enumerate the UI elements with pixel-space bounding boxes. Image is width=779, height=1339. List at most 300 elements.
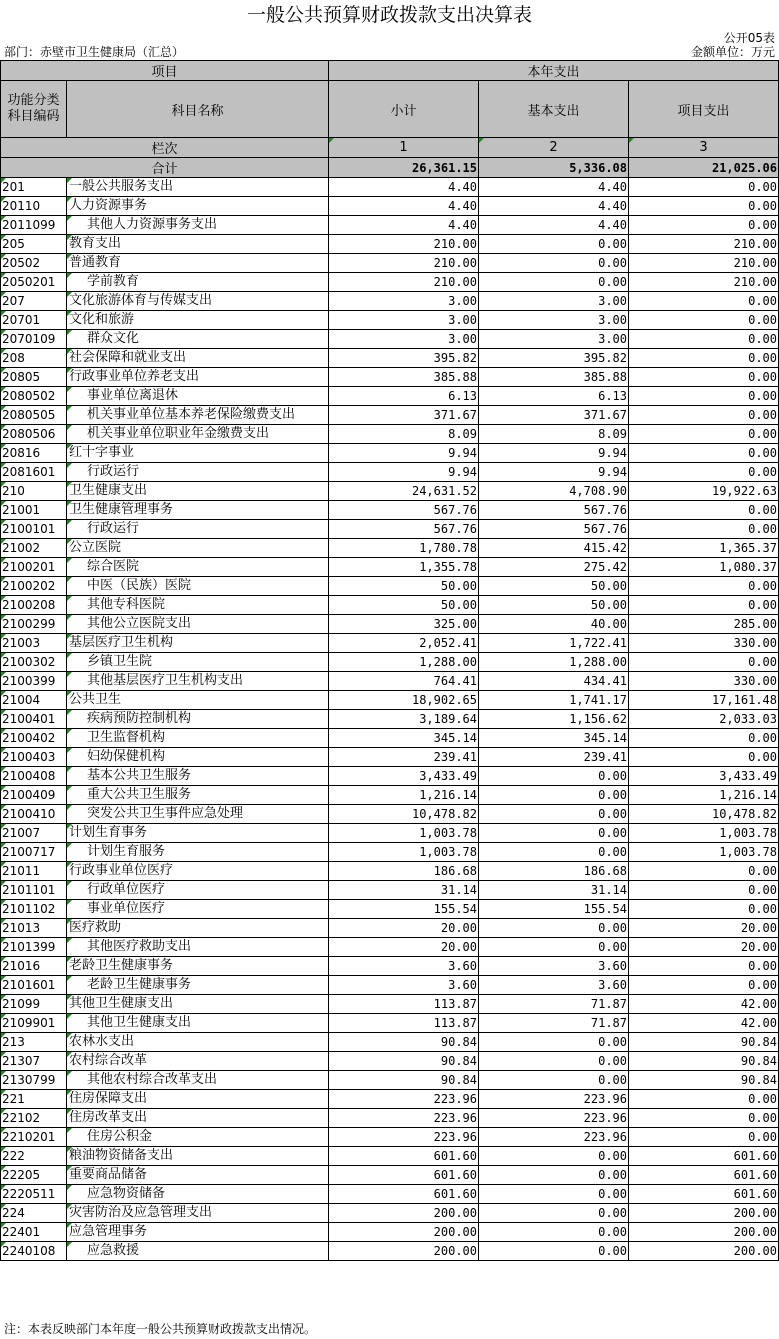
table-row: [1, 577, 779, 596]
row-code: 21002: [1, 539, 67, 558]
header-project: 项目支出: [629, 81, 779, 138]
row-basic: 4.40: [479, 216, 629, 235]
row-basic: 9.94: [479, 444, 629, 463]
row-name: 老龄卫生健康事务: [67, 957, 329, 976]
row-project: 210.00: [629, 235, 779, 254]
row-subtotal: 1,780.78: [329, 539, 479, 558]
row-code: 21013: [1, 919, 67, 938]
row-subtotal: 3,189.64: [329, 710, 479, 729]
row-project: 0.00: [629, 957, 779, 976]
row-code: 210: [1, 482, 67, 501]
row-code: 2080506: [1, 425, 67, 444]
table-row: [1, 843, 779, 862]
header-col1: 1: [329, 138, 479, 158]
table-row: [1, 957, 779, 976]
row-project: 1,365.37: [629, 539, 779, 558]
row-code: 2100402: [1, 729, 67, 748]
row-name: 文化和旅游: [67, 311, 329, 330]
row-basic: 0.00: [479, 235, 629, 254]
row-name: 灾害防治及应急管理支出: [67, 1204, 329, 1223]
row-project: 0.00: [629, 520, 779, 539]
table-row: [1, 1033, 779, 1052]
department-label: 部门：赤壁市卫生健康局（汇总）: [4, 45, 185, 59]
row-project: 0.00: [629, 368, 779, 387]
row-basic: 0.00: [479, 1204, 629, 1223]
row-name: 红十字事业: [67, 444, 329, 463]
row-code: 20816: [1, 444, 67, 463]
row-code: 2101102: [1, 900, 67, 919]
row-subtotal: 20.00: [329, 919, 479, 938]
row-code: 205: [1, 235, 67, 254]
row-project: 0.00: [629, 330, 779, 349]
row-subtotal: 325.00: [329, 615, 479, 634]
table-row: [1, 482, 779, 501]
row-name: 老龄卫生健康事务: [67, 976, 329, 995]
table-row: [1, 254, 779, 273]
row-basic: 50.00: [479, 596, 629, 615]
row-name: 公立医院: [67, 539, 329, 558]
row-basic: 567.76: [479, 520, 629, 539]
row-basic: 40.00: [479, 615, 629, 634]
table-row: [1, 1109, 779, 1128]
row-subtotal: 395.82: [329, 349, 479, 368]
row-code: 2100403: [1, 748, 67, 767]
row-code: 2100717: [1, 843, 67, 862]
table-row: [1, 767, 779, 786]
row-subtotal: 1,288.00: [329, 653, 479, 672]
total-project: 21,025.06: [629, 158, 779, 178]
row-basic: 371.67: [479, 406, 629, 425]
row-name: 其他卫生健康支出: [67, 1014, 329, 1033]
row-name: 文化旅游体育与传媒支出: [67, 292, 329, 311]
row-code: 2100399: [1, 672, 67, 691]
row-project: 0.00: [629, 463, 779, 482]
row-name: 其他人力资源事务支出: [67, 216, 329, 235]
row-subtotal: 4.40: [329, 178, 479, 197]
row-code: 2100410: [1, 805, 67, 824]
row-project: 0.00: [629, 292, 779, 311]
row-basic: 385.88: [479, 368, 629, 387]
row-project: 20.00: [629, 938, 779, 957]
row-basic: 0.00: [479, 843, 629, 862]
header-item: 项目: [1, 61, 329, 81]
row-project: 0.00: [629, 406, 779, 425]
row-subtotal: 4.40: [329, 197, 479, 216]
row-project: 601.60: [629, 1147, 779, 1166]
row-name: 人力资源事务: [67, 197, 329, 216]
row-subtotal: 385.88: [329, 368, 479, 387]
row-code: 2100202: [1, 577, 67, 596]
row-project: 0.00: [629, 976, 779, 995]
row-name: 粮油物资储备支出: [67, 1147, 329, 1166]
row-project: 0.00: [629, 577, 779, 596]
row-subtotal: 90.84: [329, 1071, 479, 1090]
row-project: 601.60: [629, 1166, 779, 1185]
row-subtotal: 3,433.49: [329, 767, 479, 786]
row-subtotal: 8.09: [329, 425, 479, 444]
row-subtotal: 601.60: [329, 1147, 479, 1166]
row-subtotal: 210.00: [329, 254, 479, 273]
table-row: [1, 444, 779, 463]
row-subtotal: 223.96: [329, 1128, 479, 1147]
table-row: [1, 539, 779, 558]
header-basic: 基本支出: [479, 81, 629, 138]
row-code: 2100101: [1, 520, 67, 539]
row-basic: 0.00: [479, 824, 629, 843]
row-project: 0.00: [629, 216, 779, 235]
header-subject-name: 科目名称: [67, 81, 329, 138]
row-project: 330.00: [629, 672, 779, 691]
row-basic: 31.14: [479, 881, 629, 900]
row-subtotal: 3.00: [329, 330, 479, 349]
row-basic: 71.87: [479, 995, 629, 1014]
table-row: [1, 292, 779, 311]
table-row: [1, 672, 779, 691]
row-project: 10,478.82: [629, 805, 779, 824]
row-code: 21307: [1, 1052, 67, 1071]
table-row: [1, 634, 779, 653]
row-code: 20110: [1, 197, 67, 216]
table-row: [1, 729, 779, 748]
row-name: 医疗救助: [67, 919, 329, 938]
table-row: [1, 387, 779, 406]
row-code: 2080502: [1, 387, 67, 406]
row-subtotal: 1,003.78: [329, 843, 479, 862]
row-code: 2101601: [1, 976, 67, 995]
row-name: 乡镇卫生院: [67, 653, 329, 672]
row-name: 综合医院: [67, 558, 329, 577]
header-subtotal: 小计: [329, 81, 479, 138]
row-basic: 3.60: [479, 957, 629, 976]
table-row: [1, 976, 779, 995]
row-project: 19,922.63: [629, 482, 779, 501]
row-code: 21099: [1, 995, 67, 1014]
row-name: 重大公共卫生服务: [67, 786, 329, 805]
row-project: 20.00: [629, 919, 779, 938]
row-subtotal: 200.00: [329, 1204, 479, 1223]
table-row: [1, 1185, 779, 1204]
row-name: 社会保障和就业支出: [67, 349, 329, 368]
row-subtotal: 601.60: [329, 1166, 479, 1185]
row-code: 2109901: [1, 1014, 67, 1033]
table-row: [1, 1166, 779, 1185]
row-name: 机关事业单位基本养老保险缴费支出: [67, 406, 329, 425]
form-code: 公开05表: [723, 31, 775, 45]
row-basic: 1,722.41: [479, 634, 629, 653]
row-name: 其他卫生健康支出: [67, 995, 329, 1014]
row-project: 330.00: [629, 634, 779, 653]
row-code: 2080505: [1, 406, 67, 425]
row-subtotal: 764.41: [329, 672, 479, 691]
table-row: [1, 691, 779, 710]
row-subtotal: 1,355.78: [329, 558, 479, 577]
row-project: 210.00: [629, 254, 779, 273]
row-name: 其他农村综合改革支出: [67, 1071, 329, 1090]
row-project: 0.00: [629, 1128, 779, 1147]
total-basic: 5,336.08: [479, 158, 629, 178]
row-project: 0.00: [629, 501, 779, 520]
row-basic: 6.13: [479, 387, 629, 406]
row-name: 计划生育服务: [67, 843, 329, 862]
row-subtotal: 4.40: [329, 216, 479, 235]
header-col3: 3: [629, 138, 779, 158]
row-code: 2100401: [1, 710, 67, 729]
expenditure-table: [0, 60, 779, 1261]
row-basic: 0.00: [479, 1185, 629, 1204]
row-basic: 50.00: [479, 577, 629, 596]
row-basic: 4.40: [479, 178, 629, 197]
row-code: 21001: [1, 501, 67, 520]
row-code: 22205: [1, 1166, 67, 1185]
row-basic: 567.76: [479, 501, 629, 520]
row-project: 90.84: [629, 1052, 779, 1071]
row-basic: 0.00: [479, 805, 629, 824]
row-project: 1,080.37: [629, 558, 779, 577]
row-project: 1,003.78: [629, 824, 779, 843]
row-basic: 0.00: [479, 938, 629, 957]
row-basic: 0.00: [479, 1223, 629, 1242]
header-current-year: 本年支出: [329, 61, 779, 81]
row-subtotal: 90.84: [329, 1052, 479, 1071]
table-row: [1, 178, 779, 197]
row-code: 201: [1, 178, 67, 197]
row-basic: 8.09: [479, 425, 629, 444]
row-name: 行政运行: [67, 520, 329, 539]
row-name: 事业单位离退休: [67, 387, 329, 406]
row-name: 突发公共卫生事件应急处理: [67, 805, 329, 824]
row-subtotal: 200.00: [329, 1242, 479, 1261]
row-name: 住房保障支出: [67, 1090, 329, 1109]
total-label: 合计: [1, 158, 329, 178]
row-basic: 275.42: [479, 558, 629, 577]
row-code: 221: [1, 1090, 67, 1109]
row-basic: 0.00: [479, 254, 629, 273]
row-code: 2240108: [1, 1242, 67, 1261]
row-name: 妇幼保健机构: [67, 748, 329, 767]
row-basic: 71.87: [479, 1014, 629, 1033]
row-project: 285.00: [629, 615, 779, 634]
table-row: [1, 501, 779, 520]
row-basic: 3.00: [479, 330, 629, 349]
table-row: [1, 558, 779, 577]
row-subtotal: 567.76: [329, 520, 479, 539]
table-row: [1, 330, 779, 349]
row-name: 住房公积金: [67, 1128, 329, 1147]
row-code: 22102: [1, 1109, 67, 1128]
row-subtotal: 345.14: [329, 729, 479, 748]
row-name: 农村综合改革: [67, 1052, 329, 1071]
row-project: 90.84: [629, 1033, 779, 1052]
row-basic: 0.00: [479, 767, 629, 786]
row-code: 2100409: [1, 786, 67, 805]
row-subtotal: 9.94: [329, 444, 479, 463]
row-code: 224: [1, 1204, 67, 1223]
row-basic: 4,708.90: [479, 482, 629, 501]
table-row: [1, 1071, 779, 1090]
row-name: 一般公共服务支出: [67, 178, 329, 197]
row-code: 2011099: [1, 216, 67, 235]
row-name: 应急管理事务: [67, 1223, 329, 1242]
row-basic: 186.68: [479, 862, 629, 881]
table-row: [1, 235, 779, 254]
row-code: 213: [1, 1033, 67, 1052]
row-project: 0.00: [629, 1090, 779, 1109]
row-subtotal: 223.96: [329, 1109, 479, 1128]
row-subtotal: 20.00: [329, 938, 479, 957]
table-row: [1, 216, 779, 235]
table-row: [1, 368, 779, 387]
row-subtotal: 3.00: [329, 292, 479, 311]
row-project: 200.00: [629, 1204, 779, 1223]
row-code: 2100408: [1, 767, 67, 786]
row-basic: 1,288.00: [479, 653, 629, 672]
row-name: 卫生健康支出: [67, 482, 329, 501]
table-row: [1, 273, 779, 292]
row-code: 21004: [1, 691, 67, 710]
table-row: [1, 938, 779, 957]
row-project: 0.00: [629, 311, 779, 330]
row-subtotal: 223.96: [329, 1090, 479, 1109]
row-subtotal: 1,216.14: [329, 786, 479, 805]
row-project: 0.00: [629, 425, 779, 444]
row-project: 0.00: [629, 349, 779, 368]
row-project: 0.00: [629, 748, 779, 767]
table-row: [1, 1090, 779, 1109]
header-col-row-label: 栏次: [1, 138, 329, 158]
row-subtotal: 186.68: [329, 862, 479, 881]
table-row: [1, 1223, 779, 1242]
row-name: 计划生育事务: [67, 824, 329, 843]
row-basic: 0.00: [479, 1033, 629, 1052]
table-row: [1, 786, 779, 805]
row-basic: 223.96: [479, 1128, 629, 1147]
row-basic: 3.60: [479, 976, 629, 995]
row-project: 0.00: [629, 178, 779, 197]
row-code: 21007: [1, 824, 67, 843]
row-subtotal: 567.76: [329, 501, 479, 520]
row-basic: 0.00: [479, 919, 629, 938]
row-code: 2100208: [1, 596, 67, 615]
row-project: 0.00: [629, 197, 779, 216]
row-basic: 0.00: [479, 1071, 629, 1090]
row-name: 卫生健康管理事务: [67, 501, 329, 520]
row-code: 2100201: [1, 558, 67, 577]
row-project: 601.60: [629, 1185, 779, 1204]
row-subtotal: 210.00: [329, 273, 479, 292]
table-row: [1, 919, 779, 938]
row-code: 222: [1, 1147, 67, 1166]
row-code: 20701: [1, 311, 67, 330]
row-code: 20502: [1, 254, 67, 273]
row-subtotal: 371.67: [329, 406, 479, 425]
row-name: 普通教育: [67, 254, 329, 273]
table-row: [1, 311, 779, 330]
row-code: 20805: [1, 368, 67, 387]
row-subtotal: 6.13: [329, 387, 479, 406]
table-row: [1, 520, 779, 539]
header-col2: 2: [479, 138, 629, 158]
row-name: 公共卫生: [67, 691, 329, 710]
row-name: 行政事业单位医疗: [67, 862, 329, 881]
row-project: 42.00: [629, 995, 779, 1014]
row-subtotal: 2,052.41: [329, 634, 479, 653]
header-func-code: 功能分类 科目编码: [1, 81, 67, 138]
table-row: [1, 824, 779, 843]
table-row: [1, 1147, 779, 1166]
row-code: 21003: [1, 634, 67, 653]
table-row: [1, 615, 779, 634]
table-row: [1, 596, 779, 615]
row-basic: 223.96: [479, 1090, 629, 1109]
row-subtotal: 1,003.78: [329, 824, 479, 843]
row-project: 0.00: [629, 387, 779, 406]
table-body: [1, 178, 779, 1261]
row-name: 机关事业单位职业年金缴费支出: [67, 425, 329, 444]
row-code: 207: [1, 292, 67, 311]
row-name: 基本公共卫生服务: [67, 767, 329, 786]
table-row: [1, 1204, 779, 1223]
table-row: [1, 900, 779, 919]
row-subtotal: 50.00: [329, 596, 479, 615]
row-project: 1,216.14: [629, 786, 779, 805]
row-project: 17,161.48: [629, 691, 779, 710]
row-project: 0.00: [629, 881, 779, 900]
row-subtotal: 9.94: [329, 463, 479, 482]
row-subtotal: 210.00: [329, 235, 479, 254]
row-name: 住房改革支出: [67, 1109, 329, 1128]
row-basic: 345.14: [479, 729, 629, 748]
row-subtotal: 200.00: [329, 1223, 479, 1242]
table-row: [1, 463, 779, 482]
row-basic: 9.94: [479, 463, 629, 482]
row-project: 210.00: [629, 273, 779, 292]
row-name: 农林水支出: [67, 1033, 329, 1052]
row-project: 1,003.78: [629, 843, 779, 862]
row-subtotal: 3.60: [329, 957, 479, 976]
row-code: 2210201: [1, 1128, 67, 1147]
report-title: 一般公共预算财政拨款支出决算表: [246, 4, 532, 26]
table-row: [1, 995, 779, 1014]
row-code: 2100299: [1, 615, 67, 634]
row-name: 重要商品储备: [67, 1166, 329, 1185]
table-row: [1, 881, 779, 900]
row-basic: 434.41: [479, 672, 629, 691]
row-project: 0.00: [629, 596, 779, 615]
row-code: 2101399: [1, 938, 67, 957]
row-basic: 0.00: [479, 1242, 629, 1261]
row-project: 42.00: [629, 1014, 779, 1033]
row-basic: 1,156.62: [479, 710, 629, 729]
table-row: [1, 710, 779, 729]
row-basic: 155.54: [479, 900, 629, 919]
row-basic: 1,741.17: [479, 691, 629, 710]
row-name: 事业单位医疗: [67, 900, 329, 919]
row-code: 208: [1, 349, 67, 368]
total-subtotal: 26,361.15: [329, 158, 479, 178]
row-name: 行政单位医疗: [67, 881, 329, 900]
row-name: 行政事业单位养老支出: [67, 368, 329, 387]
row-name: 行政运行: [67, 463, 329, 482]
row-basic: 239.41: [479, 748, 629, 767]
unit-label: 金额单位：万元: [690, 45, 775, 59]
table-row: [1, 1128, 779, 1147]
table-row: [1, 862, 779, 881]
row-basic: 0.00: [479, 273, 629, 292]
row-subtotal: 31.14: [329, 881, 479, 900]
table-row: [1, 349, 779, 368]
row-name: 其他专科医院: [67, 596, 329, 615]
row-basic: 395.82: [479, 349, 629, 368]
